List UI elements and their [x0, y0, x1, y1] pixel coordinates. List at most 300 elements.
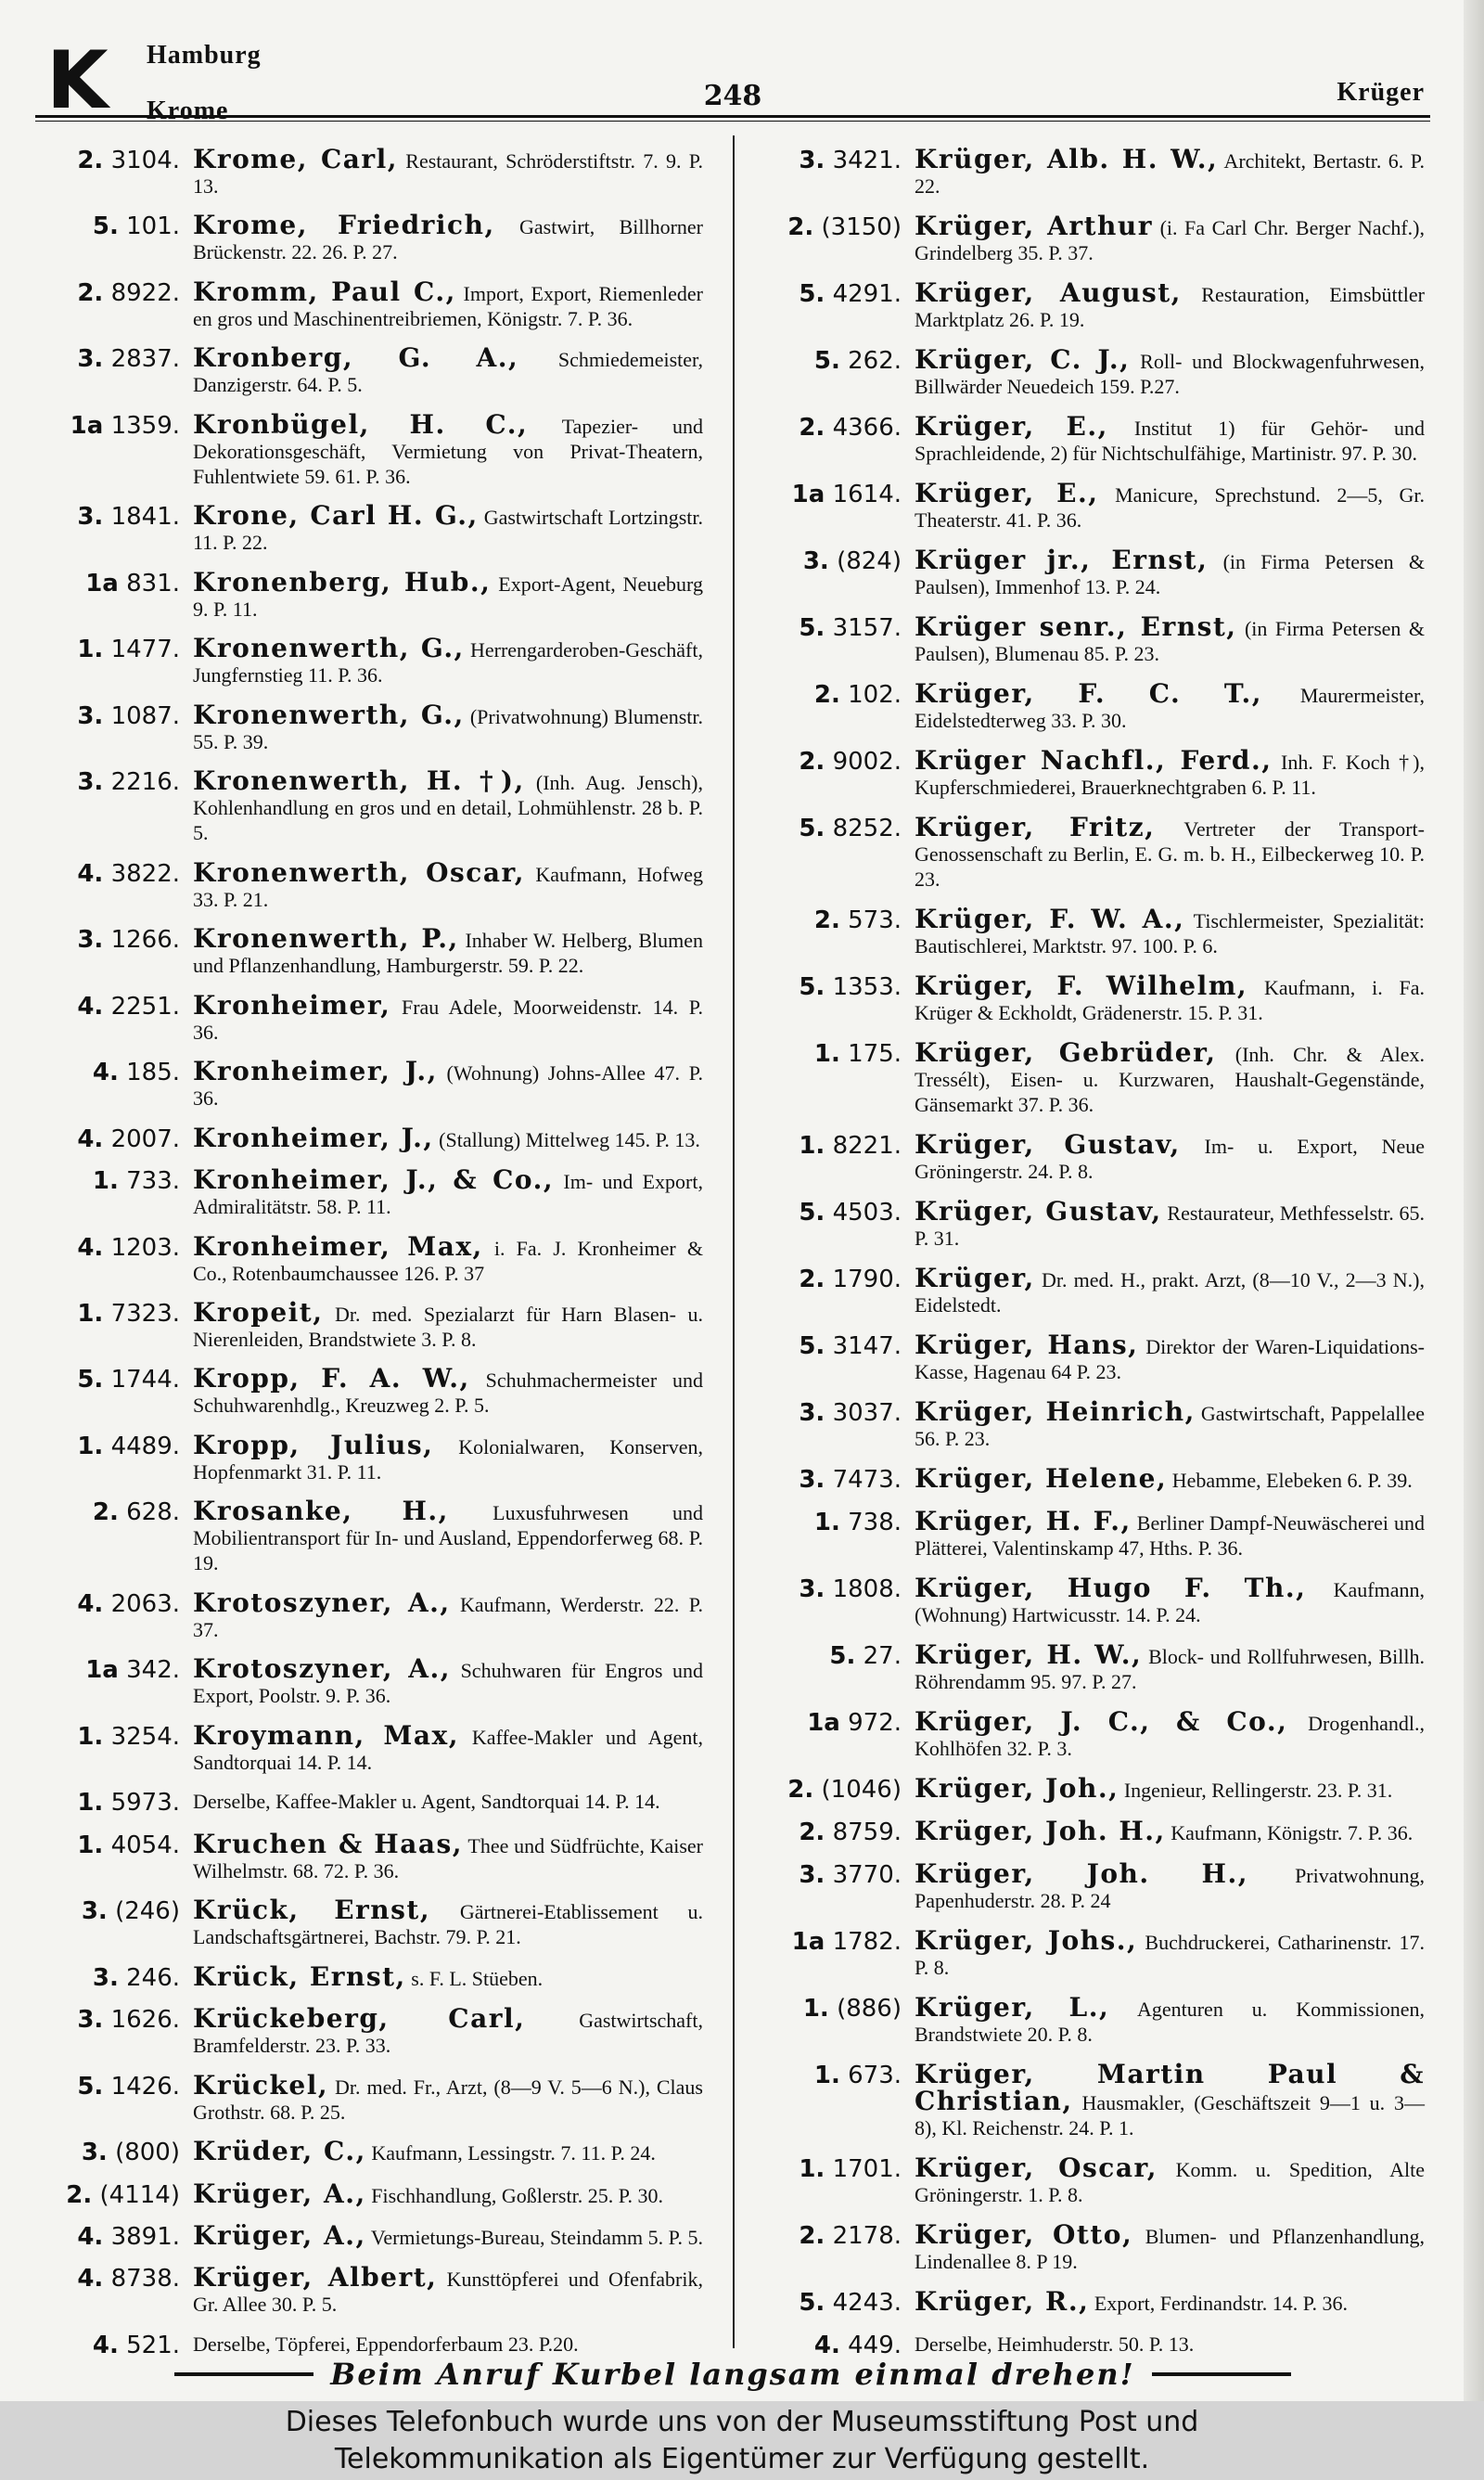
directory-entry	[35, 1056, 704, 1111]
subscriber-name: Krüger senr., Ernst,	[915, 611, 1237, 642]
phone-number	[35, 1723, 193, 1751]
section-letter: K	[46, 34, 107, 127]
phone-number	[35, 993, 193, 1021]
entry-text	[193, 342, 703, 397]
subscriber-details: Derselbe, Töpferei, Eppendorferbaum 23. P.20.	[193, 2332, 579, 2356]
subscriber-details: Fischhandlung, Goßlerstr. 25. P. 30.	[371, 2183, 664, 2207]
phone-number	[757, 481, 915, 508]
entry-text	[193, 1789, 703, 1814]
directory-entry	[757, 1925, 1426, 1980]
entry-text	[193, 1828, 703, 1883]
line-number: 246.	[126, 1963, 180, 1992]
directory-entry	[35, 2178, 703, 2209]
phone-number	[35, 1300, 193, 1328]
subscriber-name: Krüder, C.,	[193, 2136, 366, 2167]
entry-text	[915, 678, 1425, 733]
entry-text	[193, 500, 704, 555]
line-number: 521.	[126, 2331, 180, 2359]
directory-entry	[35, 2069, 703, 2125]
line-number: 1087.	[110, 701, 180, 730]
exchange-code: 1.	[799, 2155, 825, 2183]
exchange-code: 3.	[77, 503, 104, 532]
subscriber-name: Krüger, L.,	[915, 1992, 1110, 2023]
exchange-code: 1a	[791, 1928, 825, 1956]
directory-entry	[35, 1897, 703, 1949]
subscriber-name: Kronberg, G. A.,	[193, 342, 519, 374]
exchange-code: 1.	[77, 636, 104, 664]
entry-text	[193, 1897, 703, 1949]
line-number: 1808.	[832, 1575, 902, 1603]
subscriber-name: Kronheimer,	[193, 989, 391, 1021]
directory-entry	[35, 856, 703, 912]
subscriber-details: Institut 1) für Gehör- und Sprachleidende, 2) für Nichtschulfähige, Martinistr. 97. P. 30.	[915, 417, 1426, 465]
entry-text	[915, 1263, 1426, 1317]
subscriber-details: Kaufmann, Hofweg 33. P. 21.	[193, 862, 703, 911]
subscriber-name: Krüger, Arthur	[915, 211, 1153, 241]
subscriber-name: Krüger, J. C., & Co.,	[915, 1706, 1288, 1737]
subscriber-details: Inhaber W. Helberg, Blumen und Pflanzenhandlung, Hamburgerstr. 59. P. 22.	[193, 929, 704, 978]
directory-entry	[35, 1122, 703, 1153]
subscriber-details: Hausmakler, (Geschäftszeit 9—1 u. 3—8), Kl. Reichenstr. 24. P. 1.	[915, 2091, 1425, 2139]
subscriber-name: Kronenberg, Hub.,	[193, 566, 492, 598]
directory-entry	[757, 1332, 1425, 1384]
entry-text	[193, 2003, 703, 2058]
exchange-code: 5.	[799, 614, 825, 642]
entry-text	[193, 1296, 703, 1352]
line-number: 2063.	[110, 1589, 180, 1618]
line-number: 3147.	[832, 1332, 902, 1360]
line-number: 185.	[126, 1059, 180, 1087]
directory-entry	[757, 478, 1425, 533]
entry-text	[193, 765, 703, 845]
phone-number	[757, 748, 915, 776]
entry-text	[193, 276, 703, 331]
phone-number	[35, 926, 193, 954]
entry-text	[193, 408, 703, 489]
exchange-code: 1.	[77, 1831, 104, 1859]
entry-text	[915, 1332, 1425, 1384]
subscriber-name: Krück, Ernst,	[193, 1895, 431, 1926]
subscriber-details: (Inh. Chr. & Alex. Tressélt), Eisen- u. Kurzwaren, Haushalt-Gegenstände, Gänsemarkt 37. P. 36.	[915, 1043, 1425, 1116]
subscriber-name: Kroymann, Max,	[193, 1719, 459, 1751]
directory-entry	[35, 2220, 703, 2251]
entry-text	[193, 1429, 704, 1484]
phone-number	[757, 1399, 915, 1427]
subscriber-name: Kronheimer, J.,	[193, 1056, 438, 1087]
entry-text	[915, 144, 1425, 199]
subscriber-details: Restauration, Eimsbüttler Marktplatz 26. P. 19.	[915, 283, 1425, 331]
subscriber-details: (Privatwohnung) Blumenstr. 55. P. 39.	[193, 704, 703, 753]
phone-number	[757, 2289, 915, 2317]
subscriber-name: Krome, Carl,	[193, 144, 399, 174]
entry-text	[193, 2069, 703, 2125]
exchange-code: 1.	[813, 1040, 840, 1068]
subscriber-details: Drogenhandl., Kohlhöfen 32. P. 3.	[915, 1712, 1425, 1760]
directory-entry	[757, 970, 1426, 1025]
subscriber-name: Krüger Nachfl., Ferd.,	[915, 745, 1273, 776]
exchange-code: 1a	[85, 1656, 119, 1685]
entry-text	[193, 1719, 703, 1775]
slogan-rule-left	[174, 2372, 313, 2376]
exchange-code: 1a	[70, 411, 104, 440]
exchange-code: 2.	[77, 147, 104, 174]
phone-number	[757, 347, 915, 375]
line-number: 2837.	[110, 345, 180, 374]
directory-entry	[757, 2219, 1425, 2274]
subscriber-name: Krüger, Joh. H.,	[915, 1816, 1166, 1846]
directory-entry	[757, 144, 1425, 199]
entry-text	[915, 970, 1426, 1025]
phone-number	[35, 1366, 193, 1394]
exchange-code: 3.	[77, 926, 104, 955]
entry-text	[193, 566, 703, 622]
entry-text	[193, 1122, 703, 1153]
subscriber-name: Krüger, F. Wilhelm,	[915, 970, 1248, 1001]
directory-entry	[35, 212, 703, 264]
subscriber-name: Krüger, H. F.,	[915, 1506, 1132, 1536]
subscriber-name: Kronenwerth, H. †),	[193, 765, 525, 797]
subscriber-details: Privatwohnung, Papenhuderstr. 28. P. 24	[915, 1864, 1426, 1912]
subscriber-details: (in Firma Petersen & Paulsen), Immenhof 13. P. 24.	[915, 550, 1425, 598]
subscriber-name: Krotoszyner, A.,	[193, 1653, 451, 1685]
right-column-entries	[757, 144, 1426, 2359]
phone-number	[35, 345, 193, 373]
entry-text	[915, 1463, 1425, 1494]
line-number: 27.	[863, 1642, 902, 1670]
exchange-code: 2.	[787, 1776, 814, 1804]
phone-number	[757, 1818, 915, 1846]
entry-text	[915, 2059, 1425, 2140]
last-entry-keyword: Krüger	[1337, 78, 1425, 107]
line-number: 2251.	[110, 992, 180, 1021]
slogan-rule-right	[1152, 2372, 1291, 2376]
phone-number	[35, 1656, 193, 1684]
phone-number	[35, 570, 193, 598]
subscriber-details: Blumen- und Pflanzenhandlung, Lindenallee 8. P 19.	[915, 2225, 1425, 2273]
header-rule-thin	[35, 121, 1430, 122]
directory-entry	[757, 745, 1425, 800]
exchange-code: 2.	[66, 2180, 93, 2209]
subscriber-name: Krüger, Martin Paul & Christian,	[915, 2059, 1425, 2116]
line-number: 3891.	[110, 2223, 180, 2251]
directory-entry	[35, 342, 703, 397]
entry-text	[193, 1960, 703, 1992]
line-number: (1046)	[821, 1776, 902, 1804]
line-number: 1266.	[110, 926, 180, 955]
subscriber-name: Krüger, F. C. T.,	[915, 678, 1263, 709]
subscriber-name: Krüger, Johs.,	[915, 1925, 1138, 1956]
phone-number	[757, 1466, 915, 1494]
footer-line-1: Dieses Telefonbuch wurde uns von der Museumsstiftung Post und	[285, 2405, 1199, 2438]
entry-text	[193, 1056, 704, 1111]
subscriber-details: Gastwirtschaft, Bramfelderstr. 23. P. 33.	[193, 2009, 703, 2058]
directory-entry	[35, 566, 703, 622]
directory-page	[35, 33, 1430, 2395]
phone-number	[757, 1642, 915, 1670]
phone-number	[757, 815, 915, 842]
entry-text	[193, 2178, 703, 2209]
phone-number	[757, 1040, 915, 1068]
phone-number	[35, 2223, 193, 2251]
directory-entry	[757, 678, 1425, 733]
subscriber-details: Export, Ferdinandstr. 14. P. 36.	[1094, 2292, 1348, 2315]
entry-text	[915, 611, 1425, 666]
directory-entry	[35, 1719, 703, 1775]
directory-entry	[757, 1396, 1425, 1451]
subscriber-name: Krüger, Helene,	[915, 1463, 1168, 1494]
line-number: 1203.	[110, 1233, 180, 1262]
line-number: (3150)	[821, 213, 902, 241]
exchange-code: 5.	[799, 815, 825, 842]
directory-entry	[35, 923, 704, 978]
subscriber-details: (i. Fa Carl Chr. Berger Nachf.), Grindelberg 35. P. 37.	[915, 216, 1425, 264]
directory-entry	[35, 1296, 703, 1352]
exchange-code: 4.	[92, 1059, 119, 1087]
line-number: 4503.	[832, 1199, 902, 1227]
line-number: (824)	[837, 547, 902, 575]
subscriber-name: Kronheimer, J., & Co.,	[193, 1164, 555, 1196]
entry-text	[915, 1858, 1426, 1913]
directory-entry	[35, 1363, 703, 1418]
phone-number	[757, 213, 915, 241]
line-number: 101.	[126, 212, 180, 241]
phone-number	[35, 212, 193, 240]
directory-entry	[757, 1506, 1426, 1561]
subscriber-name: Kruchen & Haas,	[193, 1828, 464, 1859]
subscriber-name: Krome, Friedrich,	[193, 210, 495, 241]
phone-number	[35, 2139, 193, 2166]
directory-entry	[757, 277, 1425, 332]
subscriber-name: Krüger jr., Ernst,	[915, 545, 1209, 575]
directory-entry	[35, 1498, 703, 1575]
subscriber-name: Kropp, Julius,	[193, 1429, 434, 1460]
subscriber-details: Export-Agent, Neueburg 9. P. 11.	[193, 572, 703, 621]
subscriber-details: Kaufmann, Königstr. 7. P. 36.	[1171, 1821, 1414, 1844]
exchange-code: 3.	[77, 768, 104, 797]
subscriber-name: Krüger, A.,	[193, 2220, 366, 2251]
phone-number	[35, 1234, 193, 1262]
subscriber-details: Hebamme, Elebeken 6. P. 39.	[1171, 1469, 1413, 1492]
directory-entry	[35, 2136, 703, 2167]
exchange-code: 2.	[799, 1818, 825, 1846]
line-number: 8221.	[832, 1132, 902, 1160]
exchange-code: 4.	[77, 1233, 104, 1262]
phone-number	[35, 702, 193, 730]
line-number: 449.	[848, 2332, 902, 2359]
subscriber-name: Kronheimer, J.,	[193, 1122, 434, 1153]
subscriber-details: (in Firma Petersen & Paulsen), Blumenau 85. P. 23.	[915, 617, 1425, 665]
subscriber-name: Kromm, Paul C.,	[193, 276, 456, 307]
subscriber-details: Berliner Dampf-Neuwäscherei und Plätterei, Valentinskamp 47, Hths. P. 36.	[915, 1511, 1426, 1560]
phone-number	[35, 1059, 193, 1086]
phone-number	[35, 2006, 193, 2034]
phone-number	[757, 906, 915, 934]
exchange-code: 1.	[813, 1509, 840, 1536]
subscriber-details: Derselbe, Kaffee-Makler u. Agent, Sandtorquai 14. P. 14.	[193, 1790, 660, 1814]
left-column	[35, 144, 704, 2359]
line-number: 5973.	[110, 1789, 180, 1818]
exchange-code: 3.	[799, 147, 825, 174]
line-number: 4366.	[832, 414, 902, 442]
exchange-code: 3.	[77, 2006, 104, 2035]
subscriber-name: Krüger, Oscar,	[915, 2152, 1158, 2183]
header-rule-thick	[35, 115, 1430, 118]
subscriber-details: Schmiedemeister, Danzigerstr. 64. P. 5.	[193, 348, 703, 397]
phone-number	[35, 1498, 193, 1526]
subscriber-details: Vermietungs-Bureau, Steindamm 5. P. 5.	[370, 2226, 703, 2249]
column-divider	[733, 135, 735, 2348]
phone-number	[35, 1897, 193, 1925]
exchange-code: 1.	[77, 1432, 104, 1460]
directory-entry	[35, 1230, 703, 1286]
exchange-code: 2.	[799, 748, 825, 776]
directory-entry	[35, 1828, 703, 1883]
subscriber-details: Tischlermeister, Spezialität: Bautischlerei, Marktstr. 97. 100. P. 6.	[915, 909, 1425, 957]
entry-text	[915, 1925, 1426, 1980]
line-number: 3104.	[110, 147, 180, 174]
phone-number	[757, 280, 915, 308]
line-number: 1744.	[110, 1366, 180, 1394]
entry-text	[915, 411, 1426, 466]
directory-entry	[757, 1037, 1425, 1117]
subscriber-details: (Inh. Aug. Jensch), Kohlenhandlung en gros und en detail, Lohmühlenstr. 28 b. P. 5.	[193, 771, 703, 845]
exchange-code: 4.	[77, 1589, 104, 1618]
line-number: 972.	[848, 1709, 902, 1737]
line-number: 8252.	[832, 815, 902, 842]
phone-number	[757, 1332, 915, 1360]
directory-entry	[757, 906, 1425, 958]
right-column	[757, 144, 1426, 2359]
phone-number	[35, 1964, 193, 1992]
exchange-code: 2.	[813, 681, 840, 709]
page-number: 248	[703, 80, 762, 112]
entry-text	[193, 856, 703, 912]
subscriber-name: Krüger, R.,	[915, 2286, 1090, 2317]
exchange-code: 1.	[77, 1789, 104, 1818]
directory-entry	[35, 1960, 703, 1992]
subscriber-details: i. Fa. J. Kronheimer & Co., Rotenbaumchaussee 126. P. 37	[193, 1236, 703, 1285]
exchange-code: 5.	[829, 1642, 856, 1670]
entry-text	[915, 213, 1425, 265]
line-number: 4489.	[110, 1432, 180, 1460]
phone-number	[35, 1590, 193, 1618]
subscriber-name: Krückeberg, Carl,	[193, 2003, 526, 2035]
subscriber-details: s. F. L. Stüeben.	[411, 1966, 544, 1990]
subscriber-name: Krüger, E.,	[915, 478, 1099, 508]
phone-number	[757, 147, 915, 174]
exchange-code: 5.	[799, 973, 825, 1001]
subscriber-name: Kronheimer, Max,	[193, 1230, 483, 1262]
subscriber-details: Direktor der Waren-Liquidations-Kasse, Hagenau 64 P. 23.	[915, 1335, 1426, 1383]
phone-number	[35, 2265, 193, 2293]
subscriber-name: Krüger, C. J.,	[915, 344, 1131, 375]
slogan-text: Beim Anruf Kurbel langsam einmal drehen!	[330, 2357, 1135, 2392]
entry-text	[193, 1230, 703, 1286]
entry-text	[915, 1992, 1425, 2047]
entry-text	[915, 277, 1425, 332]
exchange-code: 4.	[77, 859, 104, 888]
entry-text	[193, 212, 703, 264]
exchange-code: 1.	[813, 2062, 840, 2089]
directory-entry	[757, 344, 1425, 399]
page-header	[35, 33, 1430, 126]
directory-entry	[35, 408, 703, 489]
directory-entry	[35, 765, 703, 845]
exchange-code: 1.	[77, 1299, 104, 1328]
subscriber-details: Herrengarderoben-Geschäft, Jungfernstieg 11. P. 36.	[193, 638, 703, 687]
subscriber-details: Ingenieur, Rellingerstr. 23. P. 31.	[1123, 1779, 1393, 1802]
exchange-code: 1a	[807, 1709, 840, 1737]
directory-entry	[35, 1164, 703, 1219]
phone-number	[35, 2181, 193, 2209]
directory-entry	[757, 1196, 1425, 1251]
line-number: 1359.	[110, 411, 180, 440]
entry-text	[915, 1575, 1425, 1627]
line-number: 2178.	[832, 2222, 902, 2250]
exchange-code: 3.	[799, 1861, 825, 1889]
exchange-code: 4.	[813, 2332, 840, 2359]
subscriber-details: Restaurant, Schröderstiftstr. 7. 9. P. 13.	[193, 149, 704, 198]
directory-entry	[757, 1773, 1425, 1804]
line-number: (800)	[115, 2139, 180, 2167]
subscriber-details: Derselbe, Heimhuderstr. 50. P. 13.	[915, 2332, 1195, 2356]
entry-text	[193, 2220, 703, 2251]
phone-number	[757, 1861, 915, 1889]
line-number: 673.	[848, 2062, 902, 2089]
subscriber-details: Kaufmann, i. Fa. Krüger & Eckholdt, Grädenerstr. 15. P. 31.	[915, 976, 1426, 1024]
line-number: 4243.	[832, 2289, 902, 2317]
subscriber-name: Krüger, Gebrüder,	[915, 1037, 1217, 1068]
line-number: 7473.	[832, 1466, 902, 1494]
subscriber-details: Schuhmachermeister und Schuhwarenhdlg., Kreuzweg 2. P. 5.	[193, 1368, 703, 1418]
subscriber-name: Kropeit,	[193, 1296, 324, 1328]
line-number: (4114)	[99, 2180, 180, 2209]
subscriber-name: Kronenwerth, P.,	[193, 923, 459, 955]
directory-entry	[35, 144, 704, 199]
directory-entry	[35, 500, 704, 555]
phone-number	[757, 614, 915, 642]
exchange-code: 3.	[799, 1575, 825, 1603]
subscriber-details: Gastwirtschaft Lortzingstr. 11. P. 22.	[193, 506, 704, 555]
directory-entry	[757, 2059, 1425, 2140]
directory-entry	[757, 1129, 1425, 1184]
phone-number	[35, 1789, 193, 1817]
subscriber-name: Krüger, H. W.,	[915, 1639, 1143, 1670]
exchange-code: 2.	[787, 213, 814, 241]
phone-number	[757, 973, 915, 1001]
directory-entry	[35, 633, 703, 687]
line-number: 3254.	[110, 1722, 180, 1751]
phone-number	[757, 681, 915, 709]
line-number: 342.	[126, 1656, 180, 1685]
exchange-code: 5.	[799, 1332, 825, 1360]
entry-text	[193, 633, 703, 687]
entry-text	[915, 1196, 1425, 1251]
line-number: 9002.	[832, 748, 902, 776]
subscriber-name: Krüger,	[915, 1263, 1035, 1293]
exchange-code: 1.	[77, 1722, 104, 1751]
directory-entry	[35, 2003, 703, 2058]
directory-entry	[757, 547, 1425, 599]
exchange-code: 4.	[77, 992, 104, 1021]
exchange-code: 4.	[77, 1124, 104, 1153]
line-number: 1701.	[832, 2155, 902, 2183]
exchange-code: 3.	[81, 1897, 108, 1926]
subscriber-name: Krückel,	[193, 2069, 329, 2101]
entry-text	[915, 1396, 1425, 1451]
subscriber-name: Krüger, Fritz,	[915, 812, 1156, 842]
directory-entry	[757, 1706, 1425, 1761]
